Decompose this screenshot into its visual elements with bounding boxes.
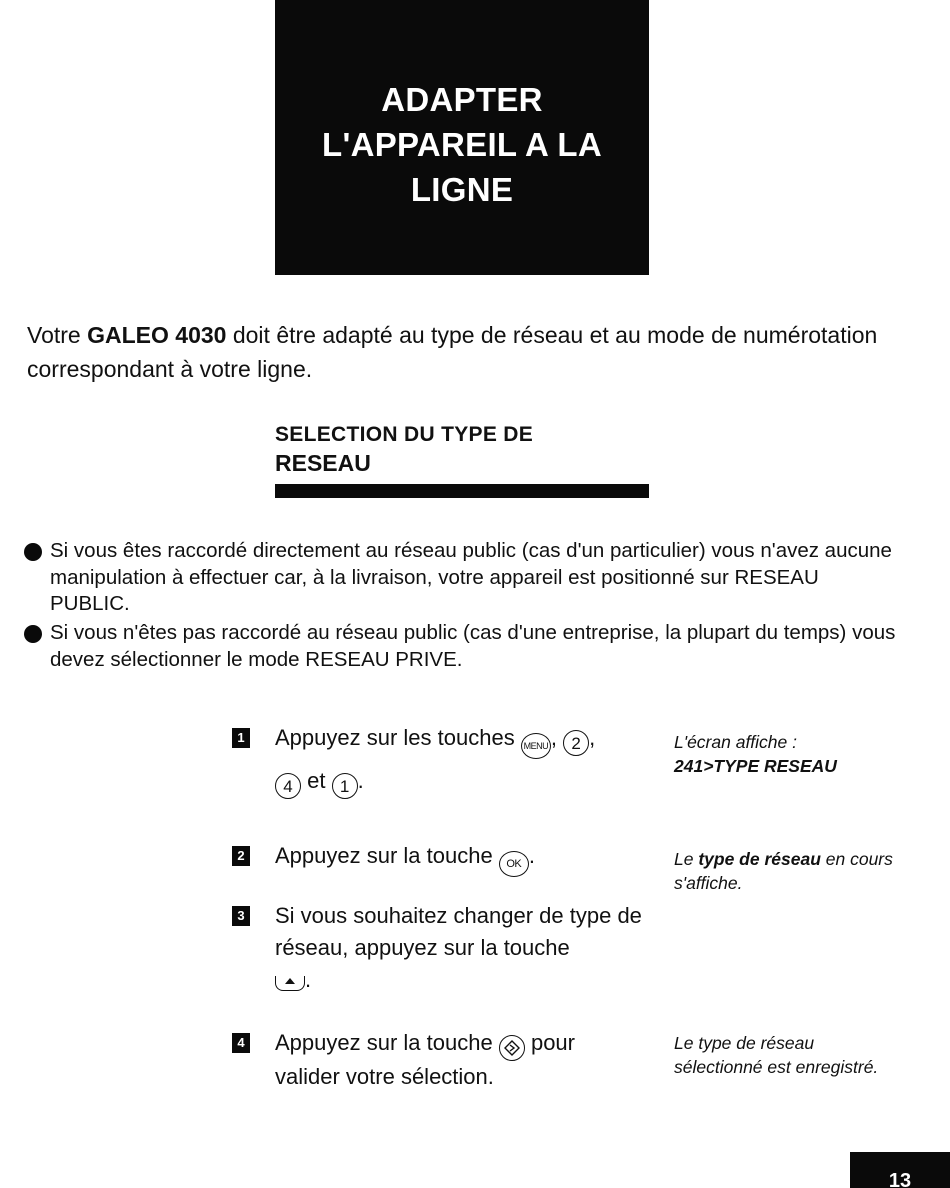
page-title-line-3: LIGNE <box>410 171 514 208</box>
key-4-icon: 4 <box>275 773 301 799</box>
step-1-text: Appuyez sur les touches MENU , 2 , <box>275 722 642 759</box>
page-title-line-2: L'APPAREIL A LA <box>321 126 603 163</box>
ok-key-icon: OK <box>499 851 529 877</box>
step-1 <box>232 722 642 799</box>
note-screen-display <box>674 730 904 778</box>
menu-key-icon: MENU <box>521 733 551 759</box>
note-2-bold: type de réseau <box>698 849 821 869</box>
intro-prefix: Votre <box>27 322 88 348</box>
step-4-line2: valider votre sélection. <box>275 1064 494 1089</box>
note-saved: Le type de réseau sélectionné est enregistré. <box>674 1033 879 1077</box>
step-2-text: Appuyez sur la touche OK . <box>275 840 642 877</box>
step-3-key: . <box>275 964 642 996</box>
section-heading-line-2: RESEAU <box>275 450 371 476</box>
step-2-instruction: Appuyez sur la touche <box>275 843 493 868</box>
section-heading <box>275 421 649 477</box>
page-number: 13 <box>850 1152 950 1188</box>
step-2 <box>232 840 642 877</box>
product-name: GALEO 4030 <box>87 322 227 348</box>
note-1-line-1: L'écran affiche : <box>674 732 797 752</box>
step-number-badge: 4 <box>232 1033 250 1053</box>
note-2-rest: en cours s'affiche. <box>674 849 893 893</box>
step-4-instruction-end: pour <box>530 1030 575 1055</box>
step-4-instruction: Appuyez sur la touche <box>275 1030 493 1055</box>
step-4 <box>232 1027 642 1093</box>
bullet-dot-icon <box>24 625 42 643</box>
section-heading-line-1: SELECTION DU TYPE DE <box>275 423 534 446</box>
step-number-badge: 1 <box>232 728 250 748</box>
bullet-item <box>24 538 904 618</box>
bullet-item <box>24 620 904 673</box>
validate-key-icon <box>499 1035 525 1061</box>
page-title-line-1: ADAPTER <box>381 81 543 118</box>
step-1-instruction: Appuyez sur les touches <box>275 725 515 750</box>
title-block <box>275 0 649 275</box>
step-number-badge: 3 <box>232 906 250 926</box>
bullet-text: Si vous êtes raccordé directement au réseau public (cas d'un particulier) vous n'avez aucune manipulation à effectuer car, à la livraison, votre appareil est positionné sur RESEAU PUBLIC. <box>50 539 892 615</box>
step-3 <box>232 900 642 996</box>
step-number-badge: 2 <box>232 846 250 866</box>
section-divider <box>275 484 649 498</box>
key-1-icon: 1 <box>332 773 358 799</box>
bullet-dot-icon <box>24 543 42 561</box>
key-2-icon: 2 <box>563 730 589 756</box>
note-current-type <box>674 847 904 895</box>
up-arrow-key-icon <box>275 976 305 991</box>
step-1-and: et <box>307 768 326 793</box>
note-2-prefix: Le <box>674 849 699 869</box>
intro-paragraph <box>27 318 907 386</box>
intro-rest: doit être adapté au type de réseau et au mode de numérotation correspondant à votre ligne. <box>27 322 878 382</box>
step-4-text <box>275 1027 642 1061</box>
note-1-line-2: 241>TYPE RESEAU <box>674 756 837 776</box>
step-3-instruction: Si vous souhaitez changer de type de réseau, appuyez sur la touche <box>275 903 642 960</box>
bullet-text: Si vous n'êtes pas raccordé au réseau public (cas d'une entreprise, la plupart du temps) vous devez sélectionner le mode RESEAU PRIVE. <box>50 621 896 671</box>
step-1-keys: 4 et 1 . <box>275 765 642 799</box>
